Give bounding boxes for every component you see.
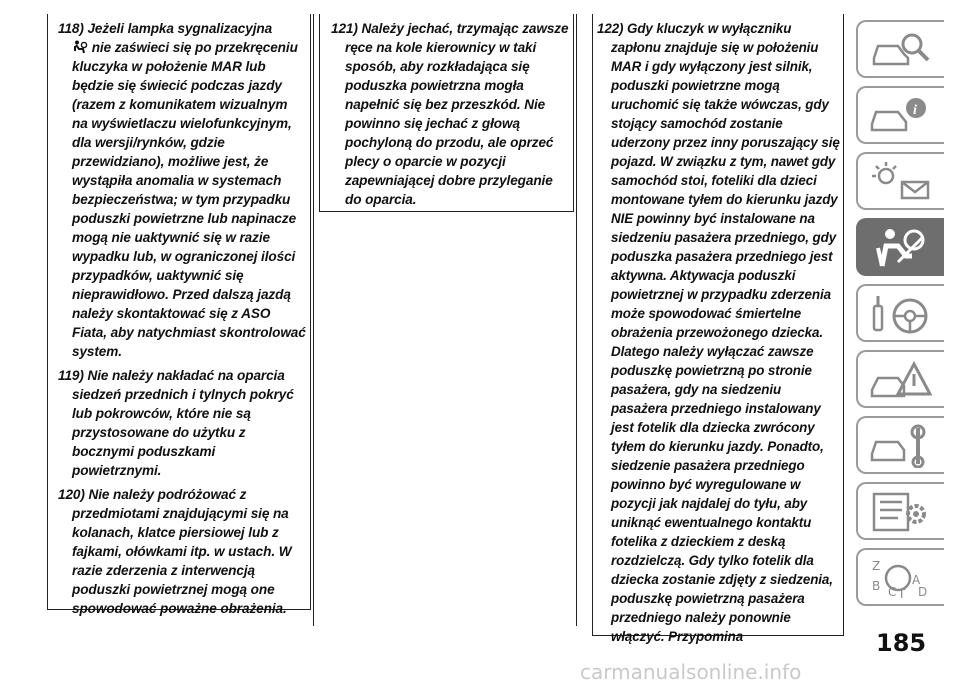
index-letter: D bbox=[918, 585, 928, 599]
column-2-text bbox=[331, 19, 569, 214]
specs-gear-icon bbox=[868, 490, 934, 534]
page-number: 185 bbox=[876, 629, 927, 657]
watermark: carmanualsonline.info bbox=[580, 660, 802, 684]
note-118-body: nie zaświeci się po przekręceniu kluczyka w położenie MAR lub będzie się świecić podczas jazdy (razem z komunikatem wizualnym na wyświetlaczu wielofunkcyjnym, dla wersji/rynków, gdzie przewidziano), możliwe jest, że wystąpiła anomalia w systemach bezpieczeństwa; w tym przypadku poduszki powietrzne lub napinacze mogą nie uaktywnić się w razie wypadku lub, w ograniczonej ilości przypadków, uaktywnić się nieprawidłowo. Przed dalszą jazdą należy skontaktować się z ASO Fiata, aby natychmiast skontrolować system. bbox=[72, 40, 306, 359]
index-letter: Z bbox=[872, 559, 881, 573]
tab-emergency[interactable] bbox=[856, 350, 944, 408]
car-search-icon bbox=[868, 28, 934, 72]
airbag-warning-icon bbox=[72, 40, 88, 54]
tab-car-search[interactable] bbox=[856, 20, 944, 78]
index-letter: B bbox=[872, 579, 881, 593]
car-info-icon bbox=[868, 94, 934, 138]
tab-index[interactable] bbox=[856, 548, 944, 606]
tab-car-wrench[interactable] bbox=[856, 416, 944, 474]
note-118 bbox=[58, 19, 306, 361]
note-122: 122) Gdy kluczyk w wyłączniku zapłonu znajduje się w położeniu MAR i gdy wyłączony jest silnik, poduszki powietrzne mogą uruchomić się także wówczas, gdy stojący samochód zostanie uderzony przez inny poruszający się pojazd. W związku z tym, nawet gdy samochód stoi, foteliki dla dzieci montowane tyłem do kierunku jazdy NIE powinny być instalowane na siedzeniu pasażera przedniego, gdy poduszka pasażera przedniego jest aktywna. Aktywacja poduszki powietrznej w przypadku zderzenia może spowodować śmiertelne obrażenia przewożonego dziecka. Dlatego należy wyłączać zawsze poduszkę powietrzną po stronie pasażera, gdy na siedzeniu pasażera przedniego instalowany jest fotelik dla dziecka zwrócony tyłem do kierunku jazdy. Ponadto, siedzenie pasażera przedniego powinno być wyregulowane w pozycji jak najdalej do tyłu, aby uniknąć ewentualnego kontaktu fotelika z dzieckiem z deską rozdzielczą. Gdy tylko fotelik dla dziecka zostanie zdjęty z siedzenia, poduszkę powietrzną pasażera przedniego należy ponownie włączyć. Przypomina bbox=[597, 21, 840, 644]
tab-seat-airbag[interactable] bbox=[856, 218, 944, 276]
alphabet-index-icon bbox=[868, 556, 934, 600]
seat-airbag-icon bbox=[868, 226, 934, 270]
emergency-triangle-icon bbox=[868, 358, 934, 402]
car-wrench-icon bbox=[868, 424, 934, 468]
tab-car-info[interactable] bbox=[856, 86, 944, 144]
note-118-lead: 118) Jeżeli lampka sygnalizacyjna bbox=[58, 21, 273, 36]
index-letter: A bbox=[912, 573, 921, 587]
column-1-text bbox=[58, 19, 306, 623]
svg-text:i: i bbox=[913, 103, 917, 118]
tab-steering-key[interactable] bbox=[856, 284, 944, 342]
note-120: 120) Nie należy podróżować z przedmiotami znajdującymi się na kolanach, klatce piersiowej lub z fajkami, ołówkami itp. w ustach. W razie zderzenia z interwencją poduszki powietrznej mogą one spowodować poważne obrażenia. bbox=[58, 487, 292, 616]
column-rule-2 bbox=[576, 14, 577, 626]
chapter-sidebar bbox=[856, 20, 946, 614]
tab-dashboard-lights[interactable] bbox=[856, 152, 944, 210]
note-119: 119) Nie należy nakładać na oparcia siedzeń przednich i tylnych pokryć lub pokrowców, które nie są przystosowane do użytku z bocznymi poduszkami powietrznymi. bbox=[58, 368, 294, 478]
column-rule-1 bbox=[313, 14, 314, 626]
note-121: 121) Należy jechać, trzymając zawsze ręce na kole kierownicy w taki sposób, aby rozkładająca się poduszka powietrzna mogła napełnić się bez przeszkód. Nie powinno się jechać z głową pochyloną do przodu, ale oprzeć plecy o oparcie w pozycji zapewniającej dobre przyleganie do oparcia. bbox=[331, 21, 569, 207]
dashboard-lights-icon bbox=[868, 160, 934, 204]
index-letter: C bbox=[888, 585, 897, 599]
column-3-text bbox=[597, 19, 841, 651]
index-letter: T bbox=[898, 587, 906, 600]
tab-specs[interactable] bbox=[856, 482, 944, 540]
steering-key-icon bbox=[868, 292, 934, 336]
